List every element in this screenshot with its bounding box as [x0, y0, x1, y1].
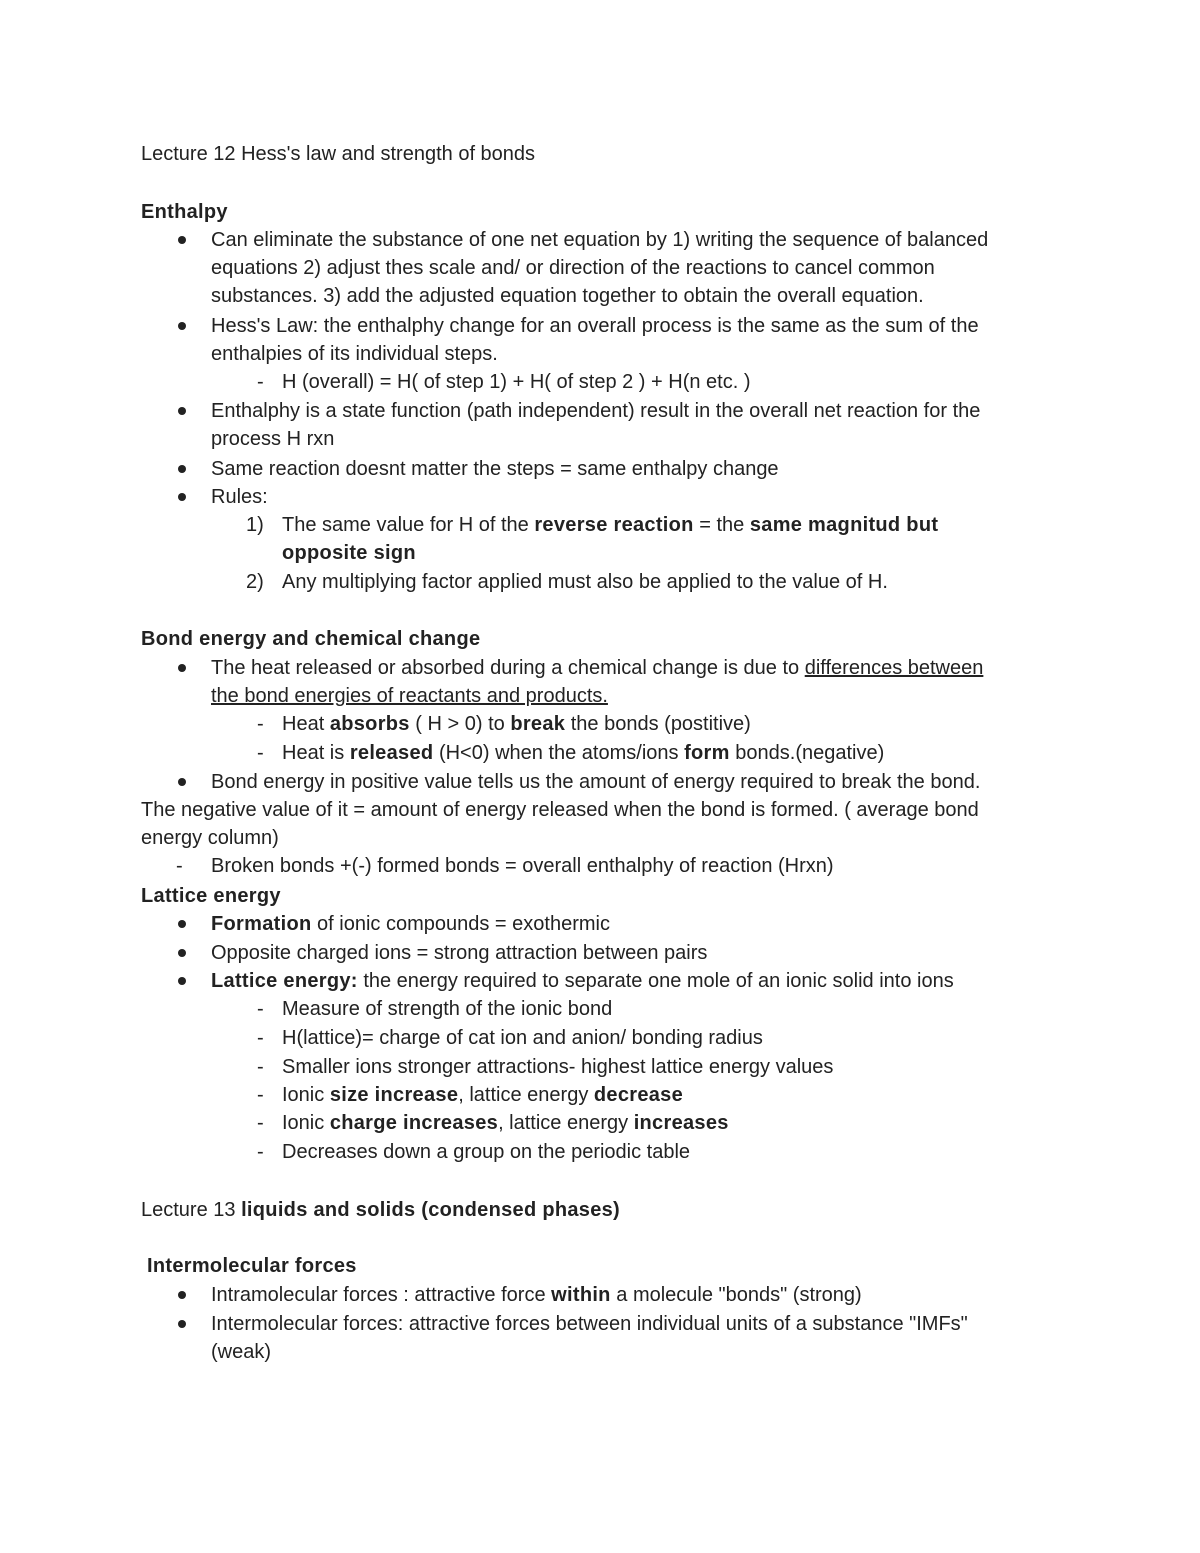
bullet-icon	[178, 778, 186, 786]
sub-item-text: Heat is released (H<0) when the atoms/ions form bonds.(negative)	[282, 742, 885, 764]
list-item-text: Hess's Law: the enthalphy change for an overall process is the same as the sum of the	[211, 315, 979, 337]
list-item-text: equations 2) adjust thes scale and/ or direction of the reactions to cancel common	[211, 257, 935, 279]
dash-marker: -	[257, 713, 264, 735]
list-item-text: Opposite charged ions = strong attraction between pairs	[211, 942, 708, 964]
lecture-title: Lecture 12 Hess's law and strength of bonds	[141, 143, 536, 165]
list-item-text: Bond energy in positive value tells us the amount of energy required to break the bond.	[211, 771, 981, 793]
bullet-icon	[178, 322, 186, 330]
bullet-icon	[178, 407, 186, 415]
list-item-text: The heat released or absorbed during a chemical change is due to differences between	[211, 657, 984, 679]
section-heading-intermolecular-forces: Intermolecular forces	[147, 1255, 357, 1277]
dash-marker: -	[257, 1056, 264, 1078]
sub-item-text: Decreases down a group on the periodic table	[282, 1141, 691, 1163]
bullet-icon	[178, 977, 186, 985]
bullet-icon	[178, 1291, 186, 1299]
dash-marker: -	[257, 1112, 264, 1134]
paragraph-text: The negative value of it = amount of energy released when the bond is formed. ( average bond	[141, 799, 979, 821]
rule-number: 2)	[246, 571, 264, 593]
bullet-icon	[178, 493, 186, 501]
list-item-text: Can eliminate the substance of one net equation by 1) writing the sequence of balanced	[211, 229, 989, 251]
dash-marker: -	[257, 1027, 264, 1049]
bullet-icon	[178, 920, 186, 928]
list-item-text: Enthalphy is a state function (path independent) result in the overall net reaction for the	[211, 400, 981, 422]
rule-text: The same value for H of the reverse reaction = the same magnitud but	[282, 514, 939, 536]
sub-item-text: Ionic size increase, lattice energy decrease	[282, 1084, 684, 1106]
list-item-text: Rules:	[211, 486, 268, 508]
section-heading-enthalpy: Enthalpy	[141, 201, 228, 223]
list-item-text: (weak)	[211, 1341, 272, 1363]
sub-item-text: Ionic charge increases, lattice energy increases	[282, 1112, 729, 1134]
bullet-icon	[178, 465, 186, 473]
rule-text: Any multiplying factor applied must also be applied to the value of H.	[282, 571, 888, 593]
sub-item-text: Broken bonds +(-) formed bonds = overall enthalphy of reaction (Hrxn)	[211, 855, 834, 877]
sub-item-text: H (overall) = H( of step 1) + H( of step 2 ) + H(n etc. )	[282, 371, 751, 393]
sub-item-text: Smaller ions stronger attractions- highest lattice energy values	[282, 1056, 834, 1078]
dash-marker: -	[257, 1084, 264, 1106]
rule-number: 1)	[246, 514, 264, 536]
dash-marker: -	[257, 1141, 264, 1163]
bullet-icon	[178, 949, 186, 957]
list-item-text: Intermolecular forces: attractive forces between individual units of a substance "IMFs"	[211, 1313, 968, 1335]
sub-item-text: Measure of strength of the ionic bond	[282, 998, 613, 1020]
list-item-text: process H rxn	[211, 428, 335, 450]
list-item-text: enthalpies of its individual steps.	[211, 343, 498, 365]
list-item-text: substances. 3) add the adjusted equation together to obtain the overall equation.	[211, 285, 924, 307]
sub-item-text: H(lattice)= charge of cat ion and anion/ bonding radius	[282, 1027, 763, 1049]
section-heading-bond-energy: Bond energy and chemical change	[141, 628, 481, 650]
section-heading-lattice-energy: Lattice energy	[141, 885, 281, 907]
bullet-icon	[178, 236, 186, 244]
rule-text: opposite sign	[282, 542, 416, 564]
list-item-text: Lattice energy: the energy required to separate one mole of an ionic solid into ions	[211, 970, 954, 992]
dash-marker: -	[176, 855, 183, 877]
bullet-icon	[178, 664, 186, 672]
list-item-text: Same reaction doesnt matter the steps = same enthalpy change	[211, 458, 779, 480]
paragraph-text: energy column)	[141, 827, 279, 849]
dash-marker: -	[257, 371, 264, 393]
list-item-text: Formation of ionic compounds = exothermic	[211, 913, 610, 935]
sub-item-text: Heat absorbs ( H > 0) to break the bonds (postitive)	[282, 713, 751, 735]
list-item-text: the bond energies of reactants and products.	[211, 685, 608, 707]
list-item-text: Intramolecular forces : attractive force within a molecule "bonds" (strong)	[211, 1284, 862, 1306]
dash-marker: -	[257, 998, 264, 1020]
bullet-icon	[178, 1320, 186, 1328]
lecture-title: Lecture 13 liquids and solids (condensed phases)	[141, 1199, 621, 1221]
dash-marker: -	[257, 742, 264, 764]
